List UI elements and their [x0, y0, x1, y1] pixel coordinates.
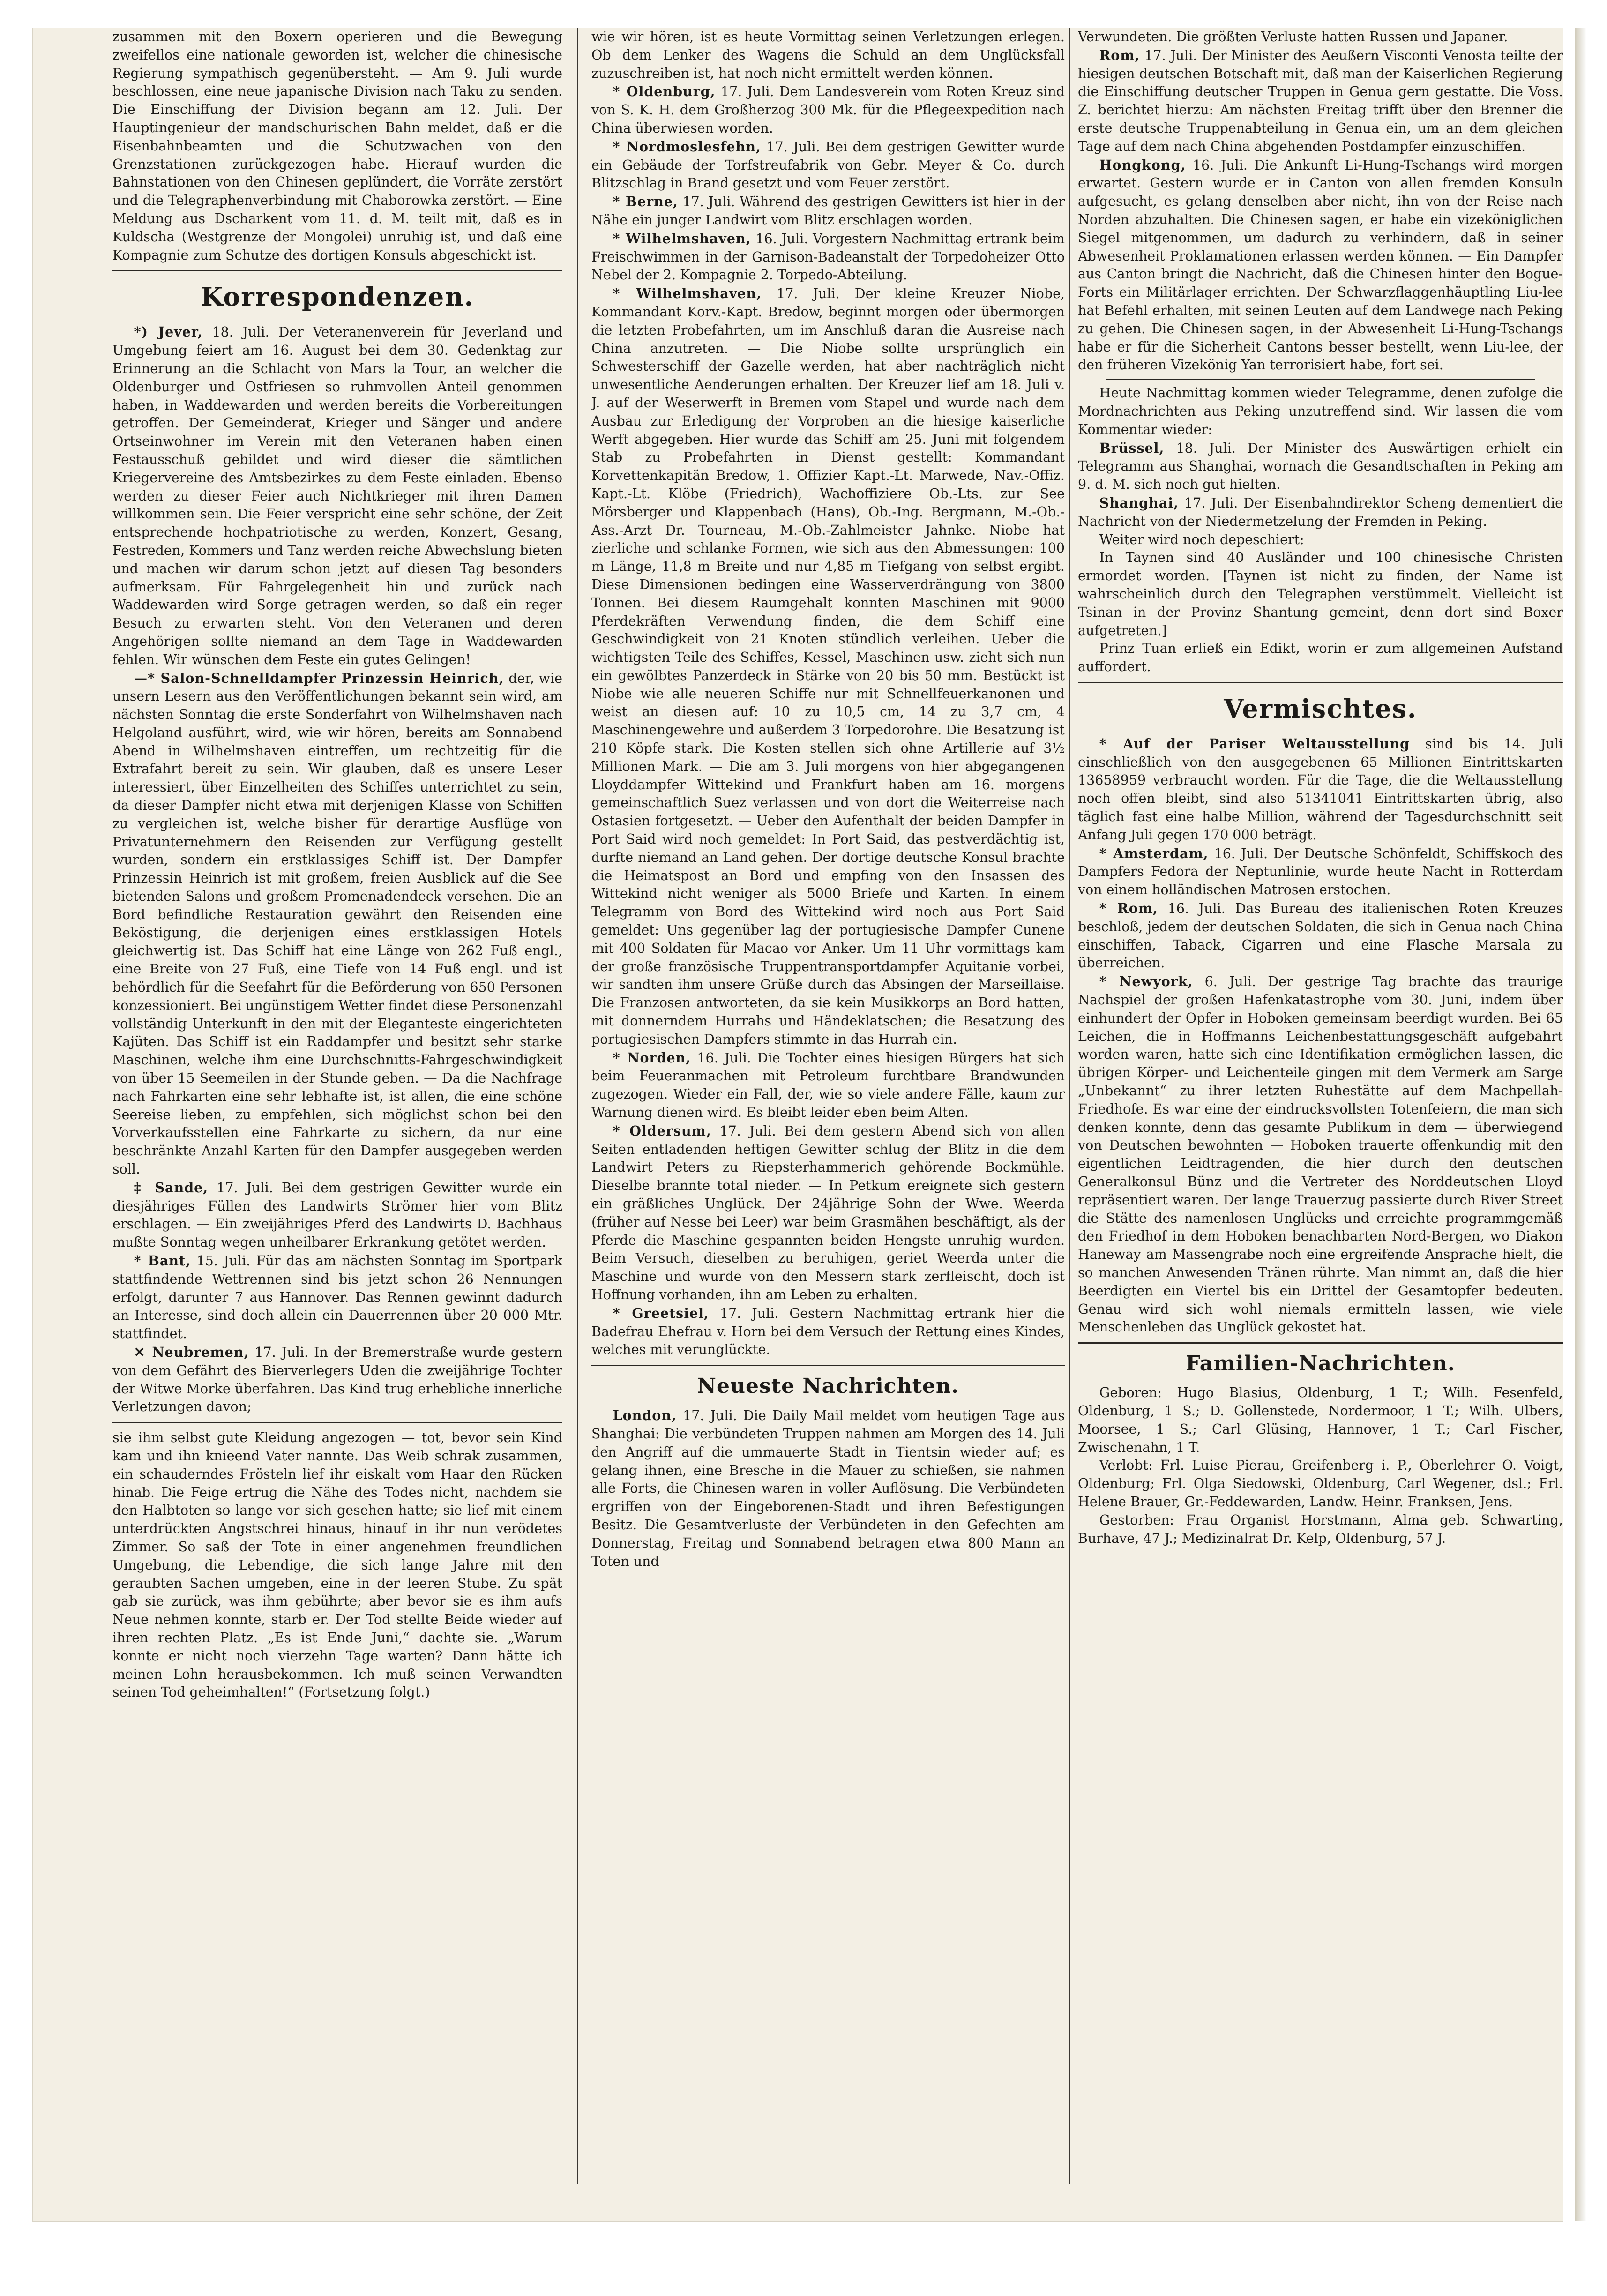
article-dateline: * Nordmoslesfehn, — [613, 138, 761, 155]
feuilleton-body: sie ihm selbst gute Kleidung angezogen — tot, bevor sein Kind kam und ihn knieend Vater nannte. Das Weib schrak zusammen, ein schauderndes Frösteln lief ihr eiskalt vom Haar den Rücken hinab. Die Feige ertrug die Nähe des Todes nicht, nachdem sie den Halbtoten so lange vor sich gesehen hatte; sie lief mit einem unterdrückten Angstschrei hinaus, hinauf in ihr nun verödetes Zimmer. So saß der Tote in einer angenehmen freundlichen Umgebung, die Lebendige, die sich lange Jahre mit den geraubten Sachen umgeben, eine in der leeren Stube. Zu spät gab sie zurück, was ihm gebührte; aber bevor sie es ihm aufs Neue nehmen konnte, starb er. Der Tod stellte Beide wieder auf ihren rechten Platz. „Es ist Ende Juni,“ dachte sie. „Warum konnte er nicht noch vierzehn Tage warten? Dann hätte ich meinen Lohn herausbekommen. Ich muß seinen Verwandten seinen Tod geheimhalten!“ — [112, 1430, 562, 1700]
column-1 — [112, 28, 562, 2203]
feuilleton-text — [112, 1429, 562, 1702]
article-body: 15. Juli. Für das am nächsten Sonntag im Sportpark stattfindende Wettrennen sind bis jetzt schon 26 Nennungen erfolgt, darunter 7 aus Hannover. Das Rennen gewinnt dadurch an Interesse, sind doch allein ein Dauerrennen über 20 000 Mtr. stattfindet. — [112, 1253, 562, 1342]
article-wilhelmshaven-1 — [591, 230, 1065, 284]
article-body: 17. Juli. Gestern Nachmittag ertrank hier die Badefrau Ehefrau v. Horn bei dem Versuch der Rettung eines Kindes, welches mit verunglückte. — [591, 1305, 1065, 1358]
article-oldersum — [591, 1122, 1065, 1304]
family-born — [1078, 1384, 1563, 1457]
family-label: Gestorben: — [1099, 1512, 1174, 1528]
family-label: Geboren: — [1099, 1385, 1162, 1401]
article-dateline: Rom, — [1099, 47, 1140, 63]
article-body: 17. Juli. Die Daily Mail meldet vom heutigen Tage aus Shanghai: Die verbündeten Truppen nahmen am Morgen des 14. Juli den Angriff auf die ummauerte Stadt in Tientsin wieder auf; es gelang ihnen, eine Bresche in die Mauer zu schießen, sie nahmen alle Forts, die Chinesen waren in voller Auflösung. Die Verbündeten ergriffen von der Eingeborenen-Stadt und ihren Befestigungen Besitz. Die Gesamtverluste der Verbündeten in den Gefechten am Donnerstag, Freitag und Sonnabend betragen etwa 800 Mann an Toten und — [591, 1408, 1065, 1569]
article-body: 17. Juli. Bei dem gestrigen Gewitter wurde ein diesjähriges Füllen des Landwirts Strömer hier vom Blitz erschlagen. — Ein zweijähriges Pferd des Landwirts D. Bachhaus mußte Sonntag wegen unheilbarer Erkrankung getötet werden. — [112, 1180, 562, 1250]
family-body: Frl. Luise Pierau, Greifenberg i. P., Oberlehrer O. Voigt, Oldenburg; Frl. Olga Siedowski, Oldenburg, Carl Wegener, dsl.; Frl. Helene Brauer, Gr.-Feddewarden, Landw. Heinr. Franksen, Jens. — [1078, 1458, 1563, 1510]
article-nordmoslesfehn — [591, 138, 1065, 193]
article-norden — [591, 1049, 1065, 1122]
article-berne — [591, 193, 1065, 230]
article-body: 17. Juli. Der Eisenbahndirektor Scheng dementiert die Nachricht von der Niedermetzelung der Fremden in Peking. — [1078, 495, 1563, 529]
article-text: wie wir hören, ist es heute Vormittag seinen Verletzungen erlegen. Ob dem Lenker des Wagens die Schuld an dem Unglücksfall zuzuschreiben ist, hat noch nicht ermittelt werden können. — [591, 29, 1065, 81]
article-dateline: * Auf der Pariser Weltausstellung — [1099, 735, 1410, 752]
article-body: 17. Juli. Bei dem gestrigen Gewitter wurde ein Gebäude der Torfstreufabrik von Gebr. Meyer & Co. durch Blitzschlag in Brand gesetzt und vom Feuer zerstört. — [591, 139, 1065, 191]
article-body: 16. Juli. Die Ankunft Li-Hung-Tschangs wird morgen erwartet. Gestern wurde er in Canton von allen fremden Konsuln aufgesucht, es gelang denselben aber nicht, ihn von der Reise nach Norden abzuhalten. Die Chinesen sagen, er habe ein vizeköniglichen Siegel mitgenommen, um dadurch zu verhindern, daß in seiner Abwesenheit Proklamationen erlassen werden können. — Ein Dampfer aus Canton bringt die Nachricht, daß die Chinesen hinter den Bogue-Forts ein Militärlager errichten. Der Schwarzflaggenhäuptling Liu-lee hat Befehl erhalten, mit seinen Leuten auf dem Landwege nach Peking zu gehen. Die Chinesen sagen, in der Abwesenheit Li-Hung-Tschangs habe er für die Sicherheit Cantons besser bestellt, wenn Liu-lee, der den früheren Vizekönig Yan terrorisiert habe, fort sei. — [1078, 157, 1563, 373]
article-body: 17. Juli. Der Minister des Aeußern Visconti Venosta teilte der hiesigen deutschen Botschaft mit, daß man der Kaiserlichen Regierung die Einschiffung deutscher Truppen in Genua gern gestatte. Die Voss. Z. berichtet hierzu: Am nächsten Freitag trifft über den Brenner die erste deutsche Truppenabteilung in Genua ein, um an dem gleichen Tage auf dem nach China abgehenden Postdampfer einzuschiffen. — [1078, 47, 1563, 154]
article-body: 17. Juli. Während des gestrigen Gewitters ist hier in der Nähe ein junger Landwirt vom Blitz erschlagen worden. — [591, 194, 1065, 228]
article-dateline: Brüssel, — [1099, 440, 1165, 456]
article-dateline: * Bant, — [134, 1253, 191, 1269]
article-body: 16. Juli. Die Tochter eines hiesigen Bürgers hat sich beim Feueranmachen mit Petroleum furchtbare Brandwunden zugezogen. Wieder ein Fall, der, wie so viele andere Fälle, kaum zur Warnung dienen wird. Es bleibt leider eben beim Alten. — [591, 1050, 1065, 1121]
article-body: 17. Juli. In der Bremerstraße wurde gestern von dem Gefährt des Bierverlegers Uden die zweijährige Tochter der Witwe Morke überfahren. Das Kind trug erhebliche innerliche Verletzungen davon; — [112, 1344, 562, 1415]
article-bruessel — [1078, 439, 1563, 494]
article-depesche: Weiter wird noch depeschiert: — [1099, 531, 1304, 547]
section-heading-vermischtes: Vermischtes. — [1224, 693, 1417, 724]
article-oldenburg — [591, 82, 1065, 137]
article-dateline: ‡ Sande, — [134, 1179, 209, 1196]
article-amsterdam — [1078, 845, 1563, 899]
article-london — [591, 1406, 1065, 1571]
article-body: 6. Juli. Der gestrige Tag brachte das traurige Nachspiel der großen Hafenkatastrophe vom 30. Juni, indem über einhundert der Opfer in Hoboken gemeinsam beerdigt wurden. Bei 65 Leichen, die in Hoffmanns Leichenbestattungsgeschäft aufgebahrt worden waren, hatte sich eine Identifikation ermöglichen lassen, die übrigen Körper- und Leichenteile gingen mit dem Vermerk am Sarge „Unbekannt“ zu ihrer letzten Ruhestätte auf dem Machpellah-Friedhofe. Es war eine der eindrucksvollsten Totenfeiern, die man sich denken konnte, denn das gesamte Publikum in dem — überwiegend von Deutschen bewohnten — Hoboken trauerte offenkundig mit den eigentlichen Leidtragenden, die hier durch den deutschen Generalkonsul Bünz und die Vertreter des Norddeutschen Lloyd repräsentiert waren. Der lange Trauerzug passierte durch River Street die Stätte des namenlosen Unglücks und erreichte programmgemäß den Friedhof in dem Hoboken benachbarten Nord-Bergen, wo Diakon Haneway am Massengrabe noch eine ergreifende Ansprache hielt, die so manchen Anwesenden Tränen rührte. Man nimmt an, daß die hier Beerdigten ein Viertel bis ein Drittel der Gesamtopfer bedeuten. Genau wird sich wohl niemals ermitteln lassen, wie viele Menschenleben das Unglück gekostet hat. — [1078, 974, 1563, 1335]
article-dateline: * Amsterdam, — [1099, 845, 1209, 861]
article-jever — [112, 323, 562, 669]
article-neubremen — [112, 1343, 562, 1416]
article-dateline: * Greetsiel, — [613, 1305, 709, 1321]
article-body: der, wie unsern Lesern aus den Veröffentlichungen bekannt sein wird, am nächsten Sonntag die erste Sonderfahrt von Wilhelmshaven nach Helgoland ausführt, wird, wie wir hören, bereits am Sonnabend Abend in Wilhelmshaven eintreffen, um rechtzeitig für die Extrafahrt bereit zu sein. Wir glauben, daß es unsere Leser interessiert, über Einzelheiten des Schiffes unterrichtet zu sein, da dieser Dampfer nicht etwa mit derjenigen Klasse von Schiffen zu vergleichen ist, welche bisher für derartige Ausflüge von Privatunternehmern den Reisenden zur Verfügung gestellt wurden, sondern ein erstklassiges Schiff ist. Der Dampfer Prinzessin Heinrich ist mit großem, freien Ausblick auf die See bietenden Salons und großem Promenadendeck versehen. Die an Bord befindliche Restauration gewährt den Reisenden eine Beköstigung, die derjenigen eines erstklassigen Hotels gleichwertig ist. Das Schiff hat eine Länge von 262 Fuß engl., eine Breite von 27 Fuß, eine Tiefe von 14 Fuß engl. und ist behördlich für die Seefahrt für die Beförderung von 650 Personen konzessioniert. Bei ungünstigem Wetter findet diese Personenzahl vollständig Unterkunft in den mit der Eleganteste eingerichteten Kajüten. Das Schiff ist ein Raddampfer und besitzt sehr starke Maschinen, welche ihm eine Durchschnitts-Fahrgeschwindigkeit von über 15 Seemeilen in der Stunde geben. — Da die Nachfrage nach Fahrkarten eine sehr lebhafte ist, ist allen, die eine schöne Seereise lieben, zu empfehlen, sich möglichst schon bei den Vorverkaufsstellen eine Fahrkarte zu sichern, da nur eine beschränkte Anzahl Karten für den Dampfer ausgegeben werden soll. — [112, 670, 562, 1177]
article-dateline: * Oldersum, — [613, 1122, 711, 1139]
section-rule — [1078, 682, 1563, 683]
family-died — [1078, 1511, 1563, 1548]
section-heading-neueste-nachrichten: Neueste Nachrichten. — [697, 1374, 959, 1399]
article-text: zusammen mit den Boxern operieren und die Bewegung zweifellos eine nationale geworden ist, welcher die chinesische Regierung sympathisch gegenübersteht. — Am 9. Juli wurde beschlossen, eine neue japanische Division nach Taku zu senden. Die Einschiffung der Division begann am 12. Juli. Der Hauptingenieur der mandschurischen Bahn meldet, daß er die Eisenbahnbeamten und die Schutzwachen von den Grenzstationen zurückgezogen habe. Hierauf wurden die Bahnstationen von den Chinesen geplündert, die Vorräte zerstört und die Telegraphenverbindung mit Chaborowka zerstört. — Eine Meldung aus Dscharkent vom 11. d. M. teilt mit, daß es in Kuldscha (Westgrenze der Mongolei) unruhig ist, und daß eine Kompagnie zum Schutze des dortigen Konsuls abgeschickt ist. — [112, 29, 562, 263]
article-body: 16. Juli. Das Bureau des italienischen Roten Kreuzes beschloß, jedem der deutschen Soldaten, die sich in Genua nach China einschiffen, Taback, Cigarren und eine Flasche Marsala zu überreichen. — [1078, 901, 1563, 971]
column-rule-left — [577, 28, 578, 2184]
article-salon — [112, 669, 562, 1179]
article-dateline: * Norden, — [613, 1049, 691, 1066]
article-dateline: * Oldenburg, — [613, 83, 716, 100]
section-rule — [1078, 1342, 1563, 1344]
family-engaged — [1078, 1457, 1563, 1511]
article-bant — [112, 1252, 562, 1343]
article-paris — [1078, 735, 1563, 845]
article-dateline: * Rom, — [1099, 900, 1158, 917]
article-dateline: London, — [613, 1407, 677, 1424]
article-tuan: Prinz Tuan erließ ein Edikt, worin er zum allgemeinen Aufstand auffordert. — [1078, 641, 1563, 675]
article-body: 17. Juli. Dem Landesverein vom Roten Kreuz sind von S. K. H. dem Großherzog 300 Mk. für die Pflegeexpedition nach China überwiesen worden. — [591, 84, 1065, 136]
article-dateline: * Wilhelmshaven, — [613, 285, 762, 302]
family-body: Frau Organist Horstmann, Alma geb. Schwarting, Burhave, 47 J.; Medizinalrat Dr. Kelp, Oldenburg, 57 J. — [1078, 1512, 1563, 1546]
article-dateline: ✕ Neubremen, — [134, 1344, 249, 1360]
article-newyork — [1078, 972, 1563, 1337]
article-dateline: Shanghai, — [1099, 494, 1179, 511]
column-3 — [1078, 28, 1563, 2203]
feuilleton-rule — [112, 1422, 562, 1423]
article-sande — [112, 1179, 562, 1252]
article-dateline: * Berne, — [613, 194, 678, 210]
article-shanghai — [1078, 494, 1563, 531]
article-dateline: * Newyork, — [1099, 973, 1193, 990]
article-body: 18. Juli. Der Minister des Auswärtigen erhielt ein Telegramm aus Shanghai, wornach die Gesandtschaften in Peking am 9. d. M. sich noch gut hielten. — [1078, 440, 1563, 493]
separator-rule — [1106, 379, 1535, 380]
column-rule-right — [1069, 28, 1070, 2184]
family-label: Verlobt: — [1099, 1458, 1153, 1473]
feuilleton-continued: (Fortsetzung folgt.) — [299, 1684, 430, 1700]
section-heading-korrespondenzen: Korrespondenzen. — [201, 282, 474, 312]
article-body: 17. Juli. Der kleine Kreuzer Niobe, Kommandant Korv.-Kapt. Bredow, beginnt morgen oder übermorgen die letzten Probefahrten, um im Anschluß daran die Ausreise nach China anzutreten. — Die Niobe sollte ursprünglich ein Schwesterschiff der Gazelle werden, hat aber nachträglich nicht unwesentliche Aenderungen erhalten. Der Kreuzer lief am 18. Juli v. J. auf der Weserwerft in Bremen vom Stapel und wurde nach dem Ausbau zur Erledigung der Vorproben an die hiesige kaiserliche Werft abgegeben. Hier wurde das Schiff am 25. Juni mit folgendem Stab zu Probefahrten in Dienst gestellt: Kommandant Korvettenkapitän Bredow, 1. Offizier Kapt.-Lt. Marwede, Nav.-Offiz. Kapt.-Lt. Klöbe (Friedrich), Wachoffiziere Ob.-Lts. zur See Mörsberger und Klappenbach (Hans), Ob.-Ing. Bergmann, M.-Ob.-Ass.-Arzt Dr. Tourneau, M.-Ob.-Zahlmeister Jahnke. Niobe hat zierliche und schlanke Formen, wie sich aus den Abmessungen: 100 m Länge, 11,8 m Breite und nur 4,85 m Tiefgang von selbst ergibt. Diese Dimensionen bedingen eine Wasserverdrängung von 3800 Tonnen. Bei diesem Raumgehalt konnten Maschinen mit 9000 Pferdekräften Verwendung finden, die dem Schiff eine Geschwindigkeit von 21 Knoten stündlich verleihen. Ueber die wichtigsten Teile des Schiffes, Kessel, Maschinen usw. zieht sich nun ein gewölbtes Panzerdeck in Stärke von 20 bis 50 mm. Bestückt ist Niobe wie alle neueren Schiffe nur mit Schnellfeuerkanonen und weist an diesen auf: 10 zu 10,5 cm, 14 zu 3,7 cm, 4 Maschinengewehre und außerdem 3 Torpedorohre. Die Besatzung ist 210 Köpfe stark. Die Kosten stellen sich ohne Artillerie auf 3½ Millionen Mark. — Die am 3. Juli morgens von hier abgegangenen Lloyddampfer Wittekind und Frankfurt haben am 16. morgens gemeinschaftlich Suez verlassen und von dort die Weiterreise nach Ostasien fortgesetzt. — Ueber den Aufenthalt der beiden Dampfer in Port Said wird noch gemeldet: In Port Said, das pestverdächtig ist, durfte niemand an Land gehen. Der dortige deutsche Konsul brachte die Heimatspost an Bord und empfing von den Insassen des Wittekind nicht weniger als 5000 Briefe und Karten. In einem Telegramm von Bord des Wittekind wird noch aus Port Said gemeldet: Uns gegenüber lag der portugiesische Dampfer Cunene mit 400 Soldaten für Macao vor Anker. Um 11 Uhr vormittags kam der große französische Truppentransportdampfer Aquitanie vorbei, wir sandten ihm unsere Grüße durch das Absingen der Marseillaise. Die Franzosen antworteten, da sie kein Musikkorps an Bord hatten, mit donnerndem Hurrahs und Händeklatschen; die Besatzung des portugiesischen Dampfers stimmte in das Hurrah ein. — [591, 286, 1065, 1047]
article-dateline: Hongkong, — [1099, 157, 1186, 173]
article-body: 16. Juli. Vorgestern Nachmittag ertrank beim Freischwimmen in der Garnison-Badeanstalt der Torpedoheizer Otto Nebel der 2. Kompagnie 2. Torpedo-Abteilung. — [591, 231, 1065, 283]
article-greetsiel — [591, 1304, 1065, 1359]
article-wilhelmshaven-2 — [591, 284, 1065, 1048]
article-dateline: *) Jever, — [134, 324, 203, 340]
article-body: 16. Juli. Der Deutsche Schönfeldt, Schiffskoch des Dampfers Fedora der Neptunlinie, wurde heute Nacht in Rotterdam von einem holländischen Matrosen erstochen. — [1078, 845, 1563, 898]
article-dateline: * Wilhelmshaven, — [613, 230, 751, 247]
section-rule — [591, 1365, 1065, 1366]
article-body: sind bis 14. Juli einschließlich von den ausgegebenen 65 Millionen Eintrittskarten 13658959 verbraucht worden. Für die Tage, die die Weltausstellung noch offen bleibt, sind also 51341041 Eintrittskarten übrig, also täglich fast eine halbe Million, während der Tagesdurchschnitt seit Anfang Juli gegen 170 000 beträgt. — [1078, 736, 1563, 843]
section-rule — [112, 270, 562, 271]
column-2 — [591, 28, 1065, 2203]
article-body: 17. Juli. Bei dem gestern Abend sich von allen Seiten entladenden heftigen Gewitter schlug der Blitz in die dem Landwirt Peters zu Riepsterhammerich gehörende Bockmühle. Dieselbe brannte total nieder. — In Petkum ereignete sich gestern ein gräßliches Unglück. Der 24jährige Sohn der Wwe. Weerda (früher auf Nesse bei Leer) war beim Grasmähen beschäftigt, als der Pferde die Maschine gespannten beiden Hengste unruhig wurden. Beim Versuch, dieselben zu beruhigen, geriet Weerda unter die Maschine und wurde von den Messern stark zerfleischt, doch ist Hoffnung vorhanden, ihn am Leben zu erhalten. — [591, 1123, 1065, 1302]
article-afternoon: Heute Nachmittag kommen wieder Telegramme, denen zufolge die Mordnachrichten aus Peking unzutreffend sind. Wir lassen die vom Kommentar wieder: — [1078, 385, 1563, 437]
page-edge-shadow — [1575, 28, 1586, 2221]
article-dateline: —* Salon-Schnelldampfer Prinzessin Heinrich, — [134, 670, 504, 686]
section-heading-familien-nachrichten: Familien-Nachrichten. — [1185, 1352, 1456, 1376]
article-rom-1 — [1078, 46, 1563, 156]
article-text: Verwundeten. Die größten Verluste hatten Russen und Japaner. — [1078, 29, 1508, 45]
family-body: Hugo Blasius, Oldenburg, 1 T.; Wilh. Fesenfeld, Oldenburg, 1 S.; D. Gollenstede, Nordermoor, 1 T.; Wilh. Ulbers, Moorsee, 1 S.; Carl Glüsing, Hannover, 1 T.; Carl Fischer, Zwischenahn, 1 T. — [1078, 1385, 1563, 1455]
article-body: 18. Juli. Der Veteranenverein für Jeverland und Umgebung feiert am 16. August bei dem 30. Gedenktag zur Erinnerung an die Schlacht von Mars la Tour, an welcher die Oldenburger und Ostfriesen so ruhmvollen Anteil genommen haben, in Waddewarden und werden bereits die Vorbereitungen getroffen. Der Gemeinderat, Krieger und Sänger und andere Ortseinwohner im Verein mit den Veteranen haben einen Festausschuß gebildet und wird dieser die sämtlichen Kriegervereine des Amtsbezirkes zu dem Feste einladen. Ebenso werden zu dieser Feier auch Nichtkrieger mit ihren Damen willkommen sein. Die Feier verspricht eine sehr schöne, der Zeit entsprechende hochpatriotische zu werden, Konzert, Gesang, Festreden, Kommers und Tanz werden reiche Abwechslung bieten und machen wir darum schon jetzt auf diesen Tag besonders aufmerksam. Für Fahrgelegenheit hin und zurück nach Waddewarden wird Sorge getragen werden, so daß ein reger Besuch zu erwarten steht. Von den Veteranen und deren Angehörigen sollte niemand an dem Tage in Waddewarden fehlen. Wir wünschen dem Feste ein gutes Gelingen! — [112, 324, 562, 667]
article-taynen: In Taynen sind 40 Ausländer und 100 chinesische Christen ermordet worden. [Taynen ist nicht zu finden, der Name ist wahrscheinlich durch den Telegraphen verstümmelt. Vielleicht ist Tsinan in der Provinz Shantung gemeint, denn dort sind Boxer aufgetreten.] — [1078, 550, 1563, 638]
article-hongkong — [1078, 156, 1563, 375]
article-rom-2 — [1078, 899, 1563, 972]
